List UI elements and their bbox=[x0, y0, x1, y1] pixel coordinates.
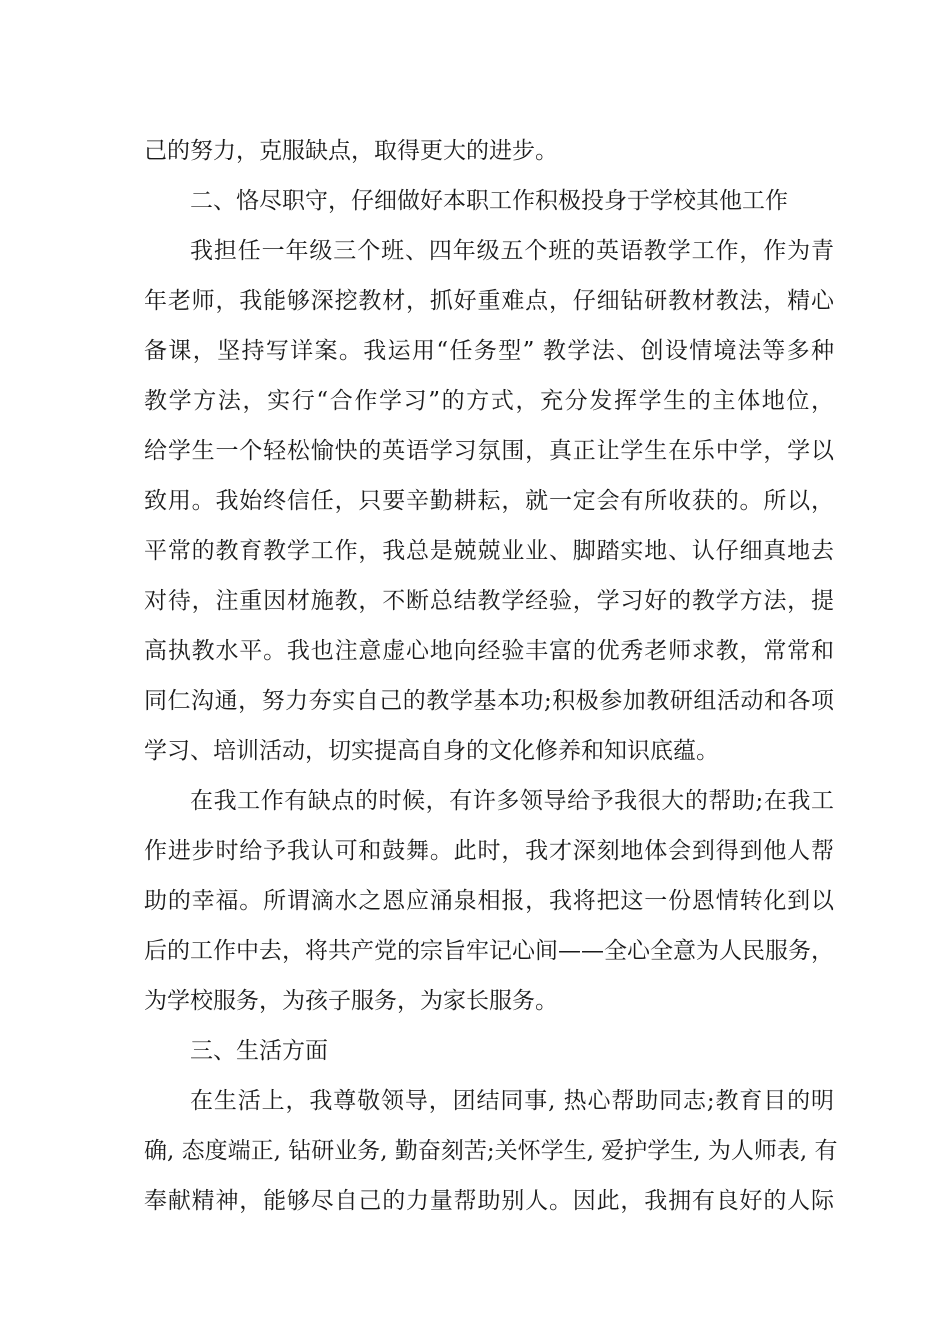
paragraph-line: 助的幸福。所谓滴水之恩应涌泉相报，我将把这一份恩情转化到以 bbox=[144, 888, 834, 914]
paragraph-line: 年老师，我能够深挖教材，抓好重难点，仔细钻研教材教法，精心 bbox=[144, 288, 834, 314]
paragraph-line: 教学方法，实行“合作学习”的方式，充分发挥学生的主体地位， bbox=[144, 388, 834, 414]
paragraph-line: 平常的教育教学工作，我总是兢兢业业、脚踏实地、认仔细真地去 bbox=[144, 538, 834, 564]
section-heading-2: 二、恪尽职守，仔细做好本职工作积极投身于学校其他工作 bbox=[190, 188, 788, 214]
paragraph-line: 己的努力，克服缺点，取得更大的进步。 bbox=[144, 138, 558, 164]
paragraph-line: 高执教水平。我也注意虚心地向经验丰富的优秀老师求教，常常和 bbox=[144, 638, 834, 664]
paragraph-line: 学习、培训活动，切实提高自身的文化修养和知识底蕴。 bbox=[144, 738, 719, 764]
document-body bbox=[144, 126, 838, 1226]
paragraph-line: 致用。我始终信任，只要辛勤耕耘，就一定会有所收获的。所以， bbox=[144, 488, 834, 514]
paragraph-line: 为学校服务，为孩子服务，为家长服务。 bbox=[144, 988, 558, 1014]
paragraph-line: 在生活上，我尊敬领导，团结同事, 热心帮助同志;教育目的明 bbox=[190, 1088, 834, 1114]
paragraph-line: 给学生一个轻松愉快的英语学习氛围，真正让学生在乐中学，学以 bbox=[144, 438, 834, 464]
paragraph-line: 在我工作有缺点的时候，有许多领导给予我很大的帮助;在我工 bbox=[190, 788, 834, 814]
paragraph-line: 作进步时给予我认可和鼓舞。此时，我才深刻地体会到得到他人帮 bbox=[144, 838, 834, 864]
paragraph-line: 奉献精神，能够尽自己的力量帮助别人。因此，我拥有良好的人际 bbox=[144, 1188, 834, 1214]
paragraph-line: 后的工作中去，将共产党的宗旨牢记心间——全心全意为人民服务， bbox=[144, 938, 834, 964]
paragraph-line: 确, 态度端正, 钻研业务, 勤奋刻苦;关怀学生, 爱护学生, 为人师表, 有 bbox=[144, 1138, 838, 1164]
paragraph-line: 备课，坚持写详案。我运用“任务型” 教学法、创设情境法等多种 bbox=[144, 338, 834, 364]
paragraph-line: 同仁沟通，努力夯实自己的教学基本功;积极参加教研组活动和各项 bbox=[144, 688, 834, 714]
paragraph-line: 我担任一年级三个班、四年级五个班的英语教学工作，作为青 bbox=[190, 238, 834, 264]
section-heading-3: 三、生活方面 bbox=[190, 1038, 328, 1064]
paragraph-line: 对待，注重因材施教，不断总结教学经验，学习好的教学方法，提 bbox=[144, 588, 834, 614]
